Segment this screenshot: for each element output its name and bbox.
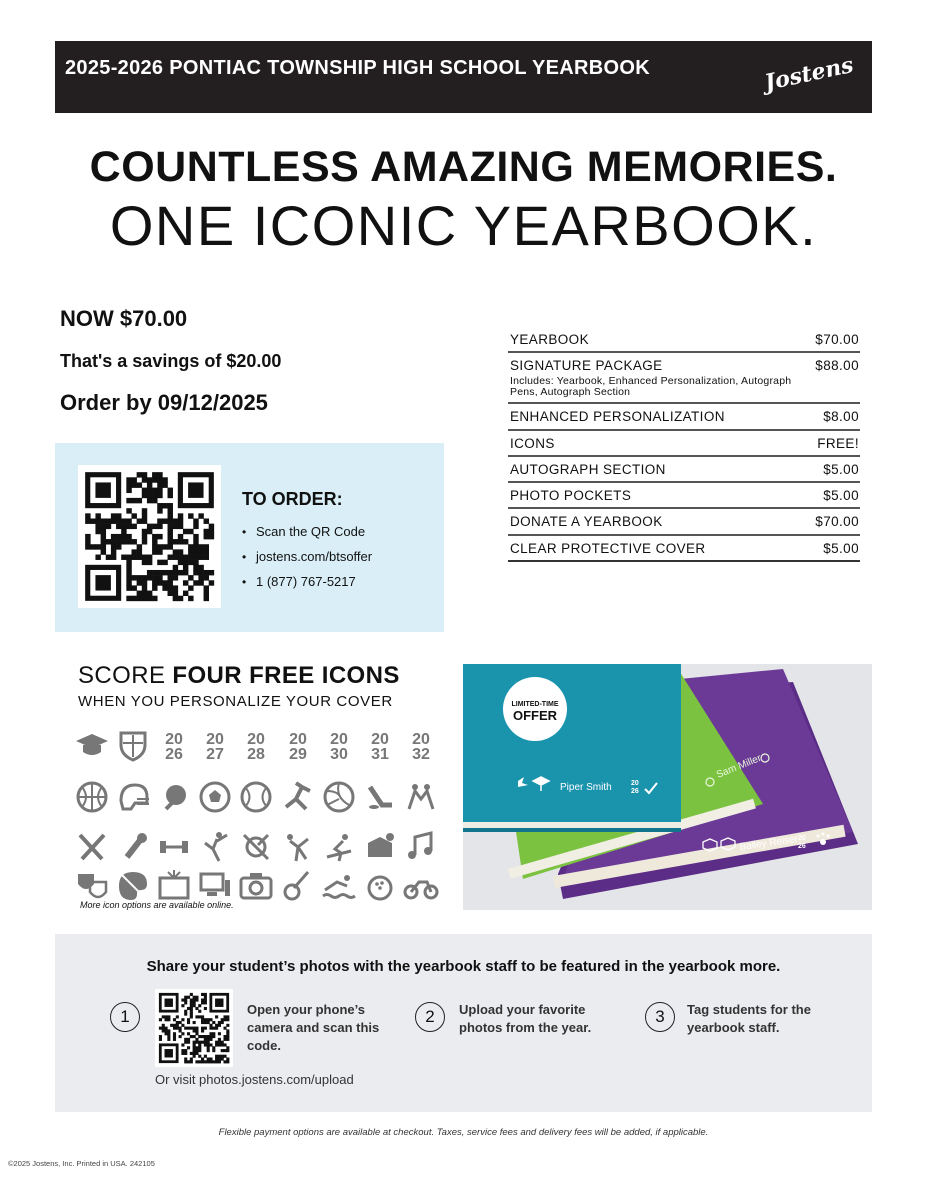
upload-qr-code[interactable]	[155, 989, 233, 1067]
purple-year-top: 20	[798, 835, 806, 842]
price-row-autograph-section	[508, 457, 860, 483]
order-method-phone[interactable]	[242, 569, 372, 594]
order-heading: TO ORDER:	[242, 489, 343, 509]
step-1-text: Open your phone’s camera and scan this code.	[247, 1002, 380, 1053]
item-name: ICONS	[510, 435, 555, 451]
year-icon-bottom: 27	[206, 746, 224, 763]
year-2027-icon	[195, 725, 235, 765]
header-banner	[55, 41, 872, 113]
item-name: PHOTO POCKETS	[510, 488, 632, 504]
purple-year-bottom: 26	[798, 843, 806, 850]
price-row-clear-protective-cover	[508, 536, 860, 562]
item-price: $70.00	[815, 332, 859, 347]
item-name: SIGNATURE PACKAGE	[510, 358, 663, 374]
item-price: $88.00	[815, 358, 859, 374]
year-2026-icon	[154, 725, 194, 765]
blue-book-back	[463, 828, 681, 832]
year-2032-icon	[401, 725, 441, 765]
icons-title	[78, 662, 400, 690]
field-hockey-icon	[72, 827, 112, 867]
item-price: $5.00	[823, 488, 859, 504]
bowling-icon	[360, 866, 400, 906]
bullet-icon: •	[242, 574, 247, 589]
blue-yearbook	[463, 664, 681, 822]
volleyball-icon	[319, 777, 359, 817]
icons-title-bold: FOUR FREE ICONS	[172, 662, 400, 689]
item-name: AUTOGRAPH SECTION	[510, 461, 666, 477]
badge-line2: OFFER	[512, 708, 558, 723]
badge-line1: LIMITED-TIME	[511, 701, 559, 708]
item-price: FREE!	[817, 435, 859, 451]
swimmer-icon	[319, 866, 359, 906]
price-row-icons	[508, 431, 860, 457]
bullet-icon: •	[242, 524, 247, 539]
order-method-label: Scan the QR Code	[256, 524, 366, 539]
graduation-cap-icon	[72, 725, 112, 765]
headline-line2: ONE ICONIC YEARBOOK.	[109, 194, 818, 257]
price-row-donate-yearbook	[508, 509, 860, 535]
year-icon-top: 20	[206, 731, 224, 748]
share-photos-section	[55, 934, 872, 1112]
icons-subtitle: WHEN YOU PERSONALIZE YOUR COVER	[78, 693, 393, 710]
price-row-signature-package	[508, 353, 860, 404]
gymnast-icon	[278, 827, 318, 867]
order-qr-code[interactable]	[78, 465, 221, 608]
cheer-icon	[236, 827, 276, 867]
price-row-enhanced-personalization	[508, 404, 860, 430]
step-1-circle: 1	[110, 1002, 140, 1032]
dance-icon	[195, 827, 235, 867]
name-piper-smith: Piper Smith	[560, 782, 612, 793]
price-row-yearbook	[508, 327, 860, 353]
item-name: DONATE A YEARBOOK	[510, 514, 663, 530]
order-by-date: Order by 09/12/2025	[60, 390, 268, 415]
price-table	[508, 327, 860, 562]
year-icon-top: 20	[412, 731, 430, 748]
wrestling-icon	[401, 777, 441, 817]
year-2029-icon	[278, 725, 318, 765]
item-price: $5.00	[823, 461, 859, 477]
band-icon	[360, 827, 400, 867]
now-price: NOW $70.00	[60, 306, 188, 331]
year-2028-icon	[236, 725, 276, 765]
guitar-icon	[278, 866, 318, 906]
year-icon-top: 20	[165, 731, 183, 748]
year-icon-bottom: 28	[247, 746, 265, 763]
year-icon-top: 20	[247, 731, 265, 748]
item-name: YEARBOOK	[510, 332, 589, 347]
year-2031-icon	[360, 725, 400, 765]
skier-icon	[319, 827, 359, 867]
golf-icon	[154, 777, 194, 817]
football-helmet-icon	[113, 777, 153, 817]
item-name: CLEAR PROTECTIVE COVER	[510, 540, 706, 556]
savings-text: That's a savings of $20.00	[60, 351, 282, 371]
soccer-ball-icon	[195, 777, 235, 817]
year-icon-bottom: 32	[412, 746, 430, 763]
item-name: ENHANCED PERSONALIZATION	[510, 409, 725, 425]
yearbooks-illustration	[463, 664, 872, 910]
name-sam-miller: Sam Miller	[715, 752, 763, 781]
order-method-label[interactable]: 1 (877) 767-5217	[256, 574, 356, 589]
blue-book-edge	[463, 822, 681, 828]
package-includes: Includes: Yearbook, Enhanced Personalization, Autograph Pens, Autograph Section	[510, 375, 792, 399]
hockey-icon	[360, 777, 400, 817]
icons-title-light: SCORE	[78, 662, 173, 689]
music-notes-icon	[401, 827, 441, 867]
step-2-circle: 2	[415, 1002, 445, 1032]
order-methods-list	[242, 519, 372, 594]
yearbook-photo	[463, 664, 872, 910]
upload-url[interactable]: Or visit photos.jostens.com/upload	[155, 1072, 354, 1087]
crest-icon	[113, 725, 153, 765]
year-icon-bottom: 26	[165, 746, 183, 763]
basketball-icon	[72, 777, 112, 817]
order-method-qr	[242, 519, 372, 544]
share-heading: Share your student’s photos with the yearbook staff to be featured in the yearbook more.	[146, 958, 781, 975]
camera-icon	[236, 866, 276, 906]
year-icon-bottom: 31	[371, 746, 389, 763]
headline-line1: COUNTLESS AMAZING MEMORIES.	[89, 143, 838, 191]
order-method-label[interactable]: jostens.com/btsoffer	[256, 549, 373, 564]
year-icon-top: 20	[371, 731, 389, 748]
more-icons-note: More icon options are available online.	[80, 900, 234, 910]
year-icon-bottom: 30	[330, 746, 348, 763]
order-box	[55, 443, 444, 632]
item-price: $8.00	[823, 409, 859, 425]
ice-cream-icon	[113, 827, 153, 867]
step-2-text: Upload your favorite photos from the year.	[459, 1002, 592, 1035]
step-3-text: Tag students for the yearbook staff.	[687, 1002, 811, 1035]
year-icon-bottom: 29	[289, 746, 307, 763]
step-3-circle: 3	[645, 1002, 675, 1032]
banner-title: 2025-2026 PONTIAC TOWNSHIP HIGH SCHOOL YEARBOOK	[65, 57, 650, 79]
price-row-photo-pockets	[508, 483, 860, 509]
weights-icon	[154, 827, 194, 867]
track-icon	[278, 777, 318, 817]
year-icon-top: 20	[289, 731, 307, 748]
blue-year-bottom: 26	[631, 788, 639, 795]
item-price: $70.00	[815, 514, 859, 530]
jostens-logo: Jostens	[762, 51, 856, 97]
order-method-website[interactable]	[242, 544, 372, 569]
year-icon-top: 20	[330, 731, 348, 748]
year-2030-icon	[319, 725, 359, 765]
motorcycle-icon	[401, 866, 441, 906]
bullet-icon: •	[242, 549, 247, 564]
copyright: ©2025 Jostens, Inc. Printed in USA. 242105	[8, 1159, 155, 1168]
payment-disclaimer: Flexible payment options are available at checkout. Taxes, service fees and delivery fees will be added, if applicable.	[218, 1127, 709, 1138]
item-price: $5.00	[823, 540, 859, 556]
blue-year-top: 20	[631, 780, 639, 787]
tennis-ball-icon	[236, 777, 276, 817]
name-bailey-reiser: Bailey Reiser	[738, 833, 799, 853]
